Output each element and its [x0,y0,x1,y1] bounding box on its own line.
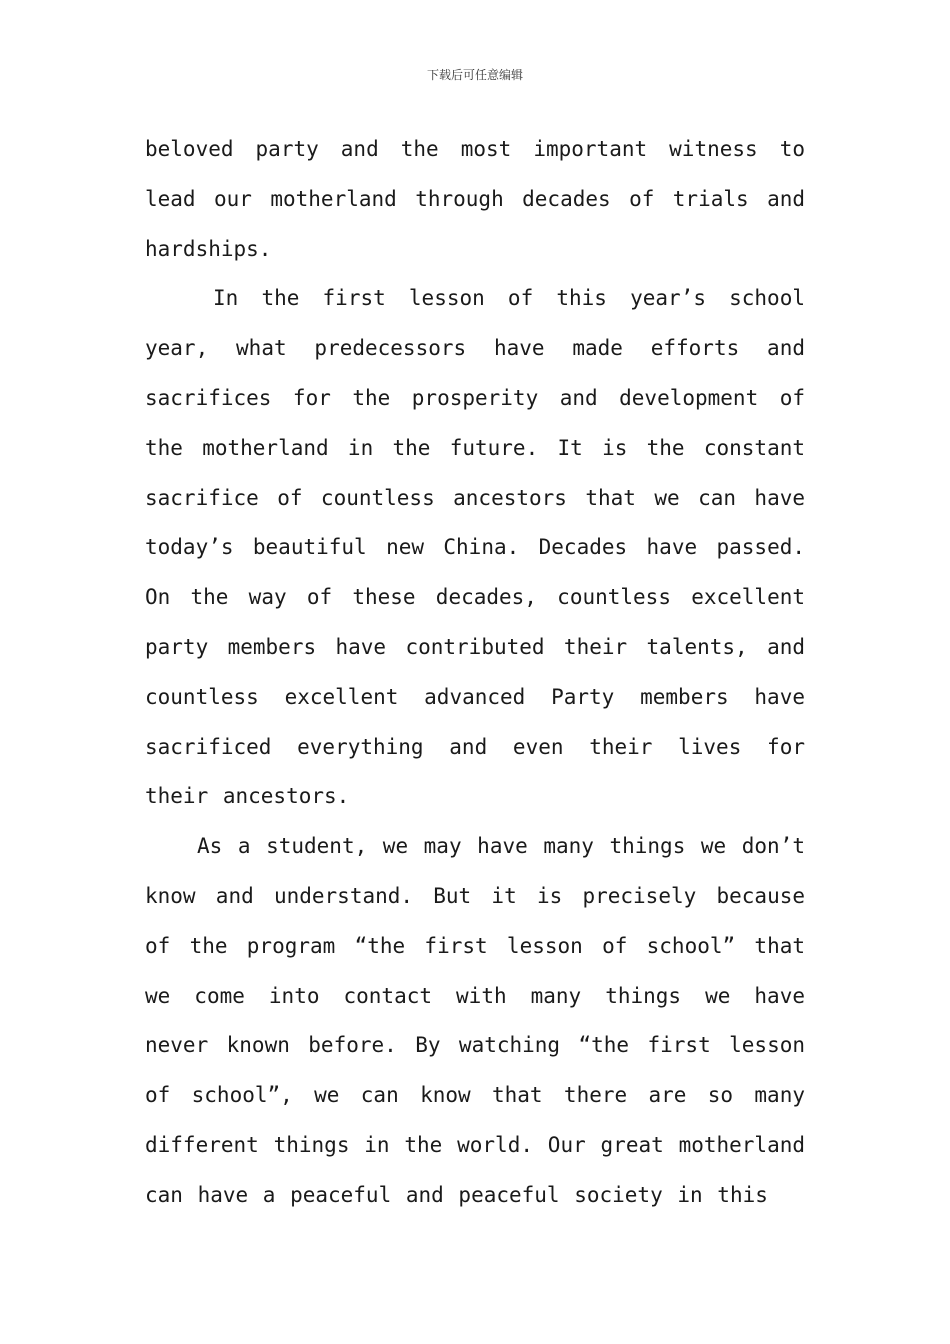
document-body [145,125,805,1221]
paragraph-continuation: beloved party and the most important witness to lead our motherland through decades of trials and hardships. [145,137,805,261]
page-header: 下载后可任意编辑 [426,68,523,82]
paragraph-first-lesson: In the first lesson of this year’s school year, what predecessors have made efforts and sacrifices for the prosperity and development of the motherland in the future. It is the constant sacrifice of countless ancestors that we can have today’s beautiful new China. Decades have passed. On the way of these decades, countless excellent party members have contributed their talents, and countless excellent advanced Party members have sacrificed everything and even their lives for their ancestors. [145,286,805,809]
paragraph-student: As a student, we may have many things we don’t know and understand. But it is precisely because of the program “the first lesson of school” that we come into contact with many things we have never known before. By watching “the first lesson of school”, we can know that there are so many different things in the world. Our great motherland can have a peaceful and peaceful society in this [145,834,805,1207]
